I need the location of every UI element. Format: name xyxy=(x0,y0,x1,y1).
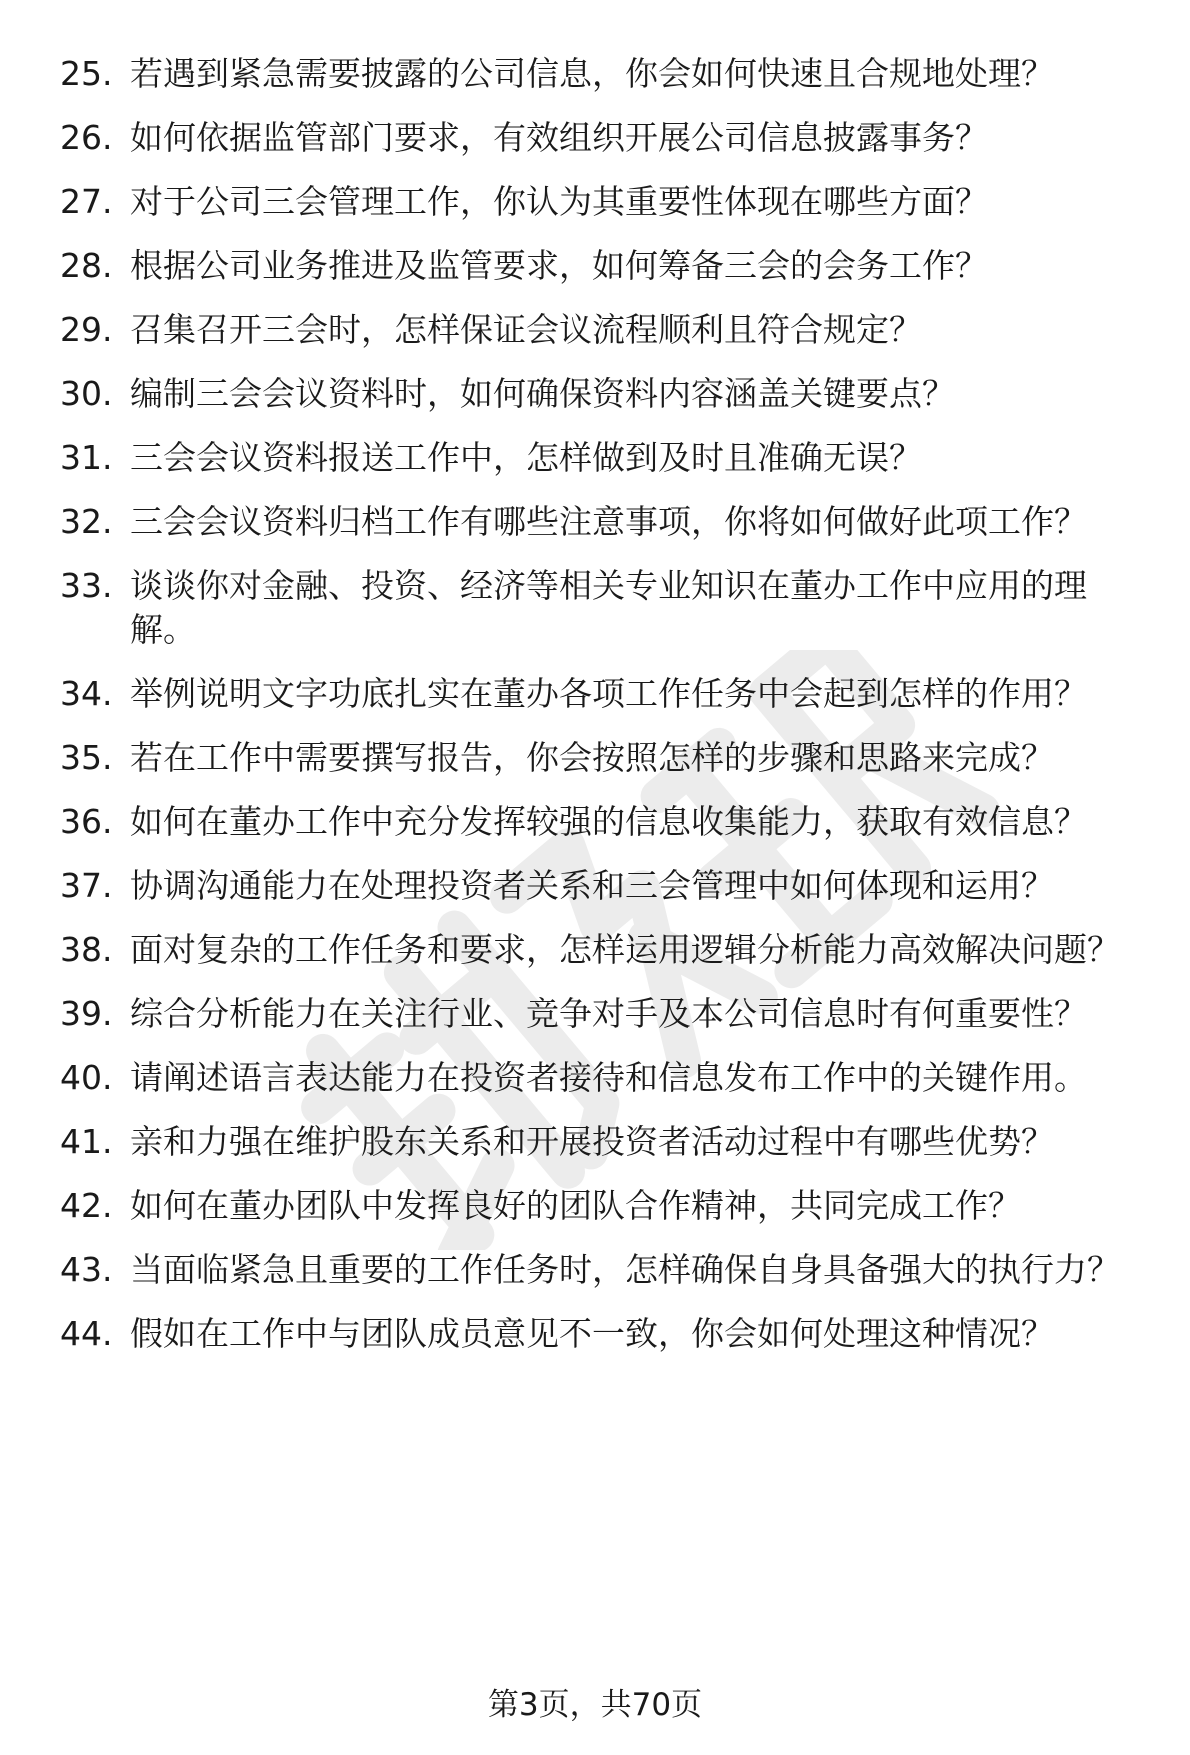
question-number: 37. xyxy=(60,866,113,905)
list-item xyxy=(60,308,1150,352)
list-item xyxy=(60,736,1150,780)
list-item xyxy=(60,992,1150,1036)
question-text: 三会会议资料报送工作中，怎样做到及时且准确无误？ xyxy=(130,438,922,477)
question-number: 38. xyxy=(60,930,113,969)
list-item xyxy=(60,52,1150,96)
list-item xyxy=(60,564,1150,652)
question-number: 42. xyxy=(60,1186,113,1225)
question-number: 33. xyxy=(60,566,113,605)
question-text: 召集召开三会时，怎样保证会议流程顺利且符合规定？ xyxy=(130,310,922,349)
question-number: 25. xyxy=(60,54,113,93)
list-item xyxy=(60,864,1150,908)
list-item xyxy=(60,800,1150,844)
question-text: 综合分析能力在关注行业、竞争对手及本公司信息时有何重要性？ xyxy=(130,994,1087,1033)
question-number: 28. xyxy=(60,246,113,285)
question-text: 当面临紧急且重要的工作任务时，怎样确保自身具备强大的执行力？ xyxy=(130,1250,1120,1289)
question-text: 对于公司三会管理工作，你认为其重要性体现在哪些方面？ xyxy=(130,182,988,221)
list-item xyxy=(60,1184,1150,1228)
page-number-footer: 第3页，共70页 xyxy=(487,1687,703,1723)
question-number: 32. xyxy=(60,502,113,541)
question-text: 面对复杂的工作任务和要求，怎样运用逻辑分析能力高效解决问题？ xyxy=(130,930,1120,969)
question-text: 若在工作中需要撰写报告，你会按照怎样的步骤和思路来完成？ xyxy=(130,738,1054,777)
question-text: 若遇到紧急需要披露的公司信息，你会如何快速且合规地处理？ xyxy=(130,54,1054,93)
list-item xyxy=(60,500,1150,544)
list-item xyxy=(60,1120,1150,1164)
question-number: 26. xyxy=(60,118,113,157)
list-item xyxy=(60,1312,1150,1356)
question-text: 协调沟通能力在处理投资者关系和三会管理中如何体现和运用？ xyxy=(130,866,1054,905)
list-item xyxy=(60,372,1150,416)
list-item xyxy=(60,436,1150,480)
question-number: 35. xyxy=(60,738,113,777)
list-item xyxy=(60,116,1150,160)
list-item xyxy=(60,1248,1150,1292)
question-number: 41. xyxy=(60,1122,113,1161)
question-text: 举例说明文字功底扎实在董办各项工作任务中会起到怎样的作用？ xyxy=(130,674,1087,713)
question-number: 31. xyxy=(60,438,113,477)
question-text: 如何依据监管部门要求，有效组织开展公司信息披露事务？ xyxy=(130,118,988,157)
question-text: 请阐述语言表达能力在投资者接待和信息发布工作中的关键作用。 xyxy=(130,1058,1087,1097)
question-list xyxy=(60,52,1150,1376)
question-text: 三会会议资料归档工作有哪些注意事项，你将如何做好此项工作？ xyxy=(130,502,1087,541)
list-item xyxy=(60,1056,1150,1100)
question-text: 假如在工作中与团队成员意见不一致，你会如何处理这种情况？ xyxy=(130,1314,1054,1353)
list-item xyxy=(60,244,1150,288)
list-item xyxy=(60,928,1150,972)
question-text: 编制三会会议资料时，如何确保资料内容涵盖关键要点？ xyxy=(130,374,955,413)
question-number: 43. xyxy=(60,1250,113,1289)
question-text: 如何在董办团队中发挥良好的团队合作精神，共同完成工作？ xyxy=(130,1186,1021,1225)
question-number: 29. xyxy=(60,310,113,349)
question-number: 34. xyxy=(60,674,113,713)
question-text: 根据公司业务推进及监管要求，如何筹备三会的会务工作？ xyxy=(130,246,988,285)
question-number: 44. xyxy=(60,1314,113,1353)
question-number: 27. xyxy=(60,182,113,221)
question-text: 谈谈你对金融、投资、经济等相关专业知识在董办工作中应用的理解。 xyxy=(130,566,1087,649)
question-number: 39. xyxy=(60,994,113,1033)
list-item xyxy=(60,180,1150,224)
question-text: 如何在董办工作中充分发挥较强的信息收集能力，获取有效信息？ xyxy=(130,802,1087,841)
list-item xyxy=(60,672,1150,716)
question-number: 36. xyxy=(60,802,113,841)
question-number: 30. xyxy=(60,374,113,413)
question-number: 40. xyxy=(60,1058,113,1097)
question-text: 亲和力强在维护股东关系和开展投资者活动过程中有哪些优势？ xyxy=(130,1122,1054,1161)
